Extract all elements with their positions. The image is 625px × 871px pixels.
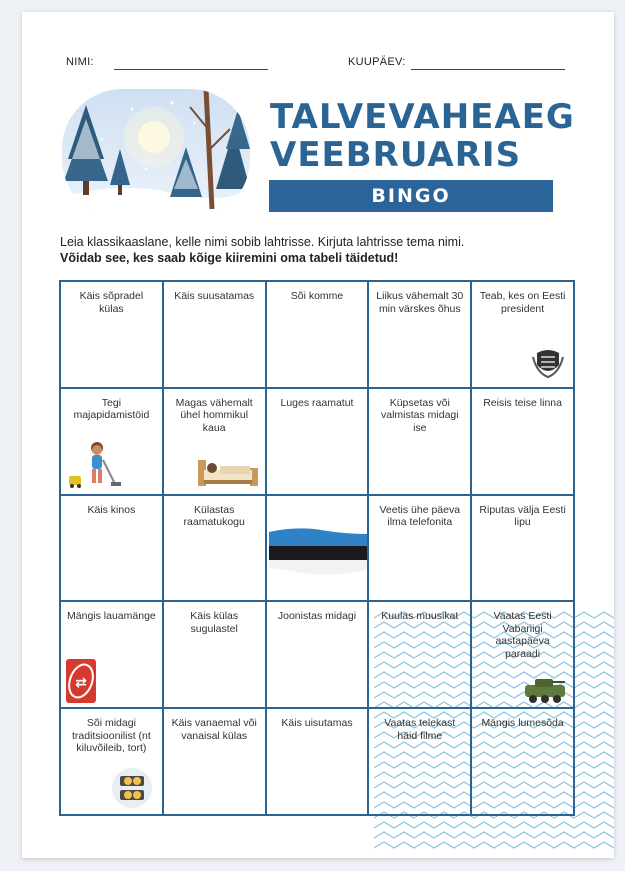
page-title	[270, 98, 580, 174]
cell-text: Käis suusatamas	[174, 290, 255, 302]
cell-text: Käis vanaemal või vanaisal külas	[171, 717, 257, 742]
cell-text: Sõi midagi traditsioonilist (nt kiluvõileib, tort)	[72, 717, 151, 755]
cell-text: Luges raamatut	[280, 396, 354, 409]
bingo-cell[interactable]	[163, 708, 266, 815]
name-label: NIMI:	[66, 56, 94, 68]
worksheet-page	[22, 12, 614, 858]
bingo-grid	[59, 280, 575, 816]
cell-text: Külastas raamatukogu	[183, 503, 245, 529]
date-field[interactable]	[411, 69, 565, 70]
bingo-cell[interactable]	[266, 281, 369, 388]
winter-forest-illustration	[62, 89, 250, 219]
bingo-cell[interactable]	[471, 495, 574, 602]
bingo-cell[interactable]	[471, 708, 574, 815]
cell-text: Käis uisutamas	[281, 717, 353, 730]
cell-text: Mängis lumesõda	[481, 717, 564, 730]
bingo-cell[interactable]	[163, 601, 266, 708]
cell-text: Riputas välja Eesti lipu	[479, 503, 566, 529]
date-label: KUUPÄEV:	[348, 56, 406, 68]
bingo-cell[interactable]	[60, 601, 163, 708]
child-vacuuming-icon	[67, 440, 127, 490]
coat-of-arms-icon	[531, 345, 565, 379]
cell-text: Käis kinos	[87, 503, 136, 516]
cell-text: Küpsetas või valmistas midagi ise	[380, 396, 459, 434]
bingo-cell[interactable]	[471, 281, 574, 388]
cell-text: Reisis teise linna	[483, 396, 562, 409]
svg-text:⇄: ⇄	[75, 675, 87, 692]
header-fields	[22, 56, 614, 76]
cell-text: Mängis lauamänge	[67, 610, 156, 623]
cell-text: Magas vähemalt ühel hommikul kaua	[175, 396, 253, 434]
bingo-cell[interactable]	[266, 388, 369, 495]
bingo-cell[interactable]	[60, 281, 163, 388]
cell-text: Liikus vähemalt 30 min värskes õhus	[376, 290, 464, 315]
name-field[interactable]	[114, 69, 268, 70]
instructions	[60, 234, 580, 266]
bingo-cell[interactable]	[368, 281, 471, 388]
uno-card-icon	[64, 657, 98, 705]
bingo-cell[interactable]	[368, 495, 471, 602]
bingo-cell[interactable]	[60, 495, 163, 602]
cell-text: Tegi majapidamistöid	[73, 396, 150, 422]
cell-text: Käis külas sugulastel	[190, 610, 239, 635]
title-line-2: VEEBRUARIS	[270, 135, 522, 175]
cell-text: Vaatas Eesti Vabariigi aastapäeva paraadi	[493, 610, 552, 660]
bed-icon	[194, 450, 262, 490]
cell-text: Sõi komme	[290, 290, 344, 302]
bingo-cell[interactable]	[471, 388, 574, 495]
bingo-cell[interactable]	[368, 708, 471, 815]
bingo-cell[interactable]	[266, 495, 369, 602]
bingo-banner: BINGO	[269, 180, 553, 212]
cell-text: Teab, kes on Eesti president	[479, 290, 566, 315]
bingo-cell[interactable]	[471, 601, 574, 708]
cell-text: Joonistas midagi	[277, 610, 357, 623]
instructions-line-1: Leia klassikaaslane, kelle nimi sobib lahtrisse. Kirjuta lahtrisse tema nimi.	[60, 235, 465, 249]
title-line-1: TALVEVAHEAEG	[270, 97, 575, 137]
bingo-cell[interactable]	[163, 495, 266, 602]
cell-text: Vaatas telekast häid filme	[384, 717, 456, 742]
bingo-cell[interactable]	[368, 601, 471, 708]
military-vehicle-icon	[521, 675, 569, 705]
bingo-cell[interactable]	[60, 388, 163, 495]
bingo-cell[interactable]	[266, 601, 369, 708]
cell-text: Veetis ühe päeva ilma telefonita	[379, 503, 461, 529]
bingo-cell[interactable]	[368, 388, 471, 495]
cell-text: Kuulas muusikat	[381, 610, 459, 623]
estonian-flag-icon	[267, 526, 369, 578]
bingo-cell[interactable]	[163, 388, 266, 495]
bingo-cell[interactable]	[163, 281, 266, 388]
bingo-cell[interactable]	[266, 708, 369, 815]
bingo-cell[interactable]	[60, 708, 163, 815]
cell-text: Käis sõpradel külas	[79, 290, 144, 315]
instructions-line-2: Võidab see, kes saab kõige kiiremini oma tabeli täidetud!	[60, 251, 399, 265]
sandwich-plate-icon	[110, 766, 154, 810]
